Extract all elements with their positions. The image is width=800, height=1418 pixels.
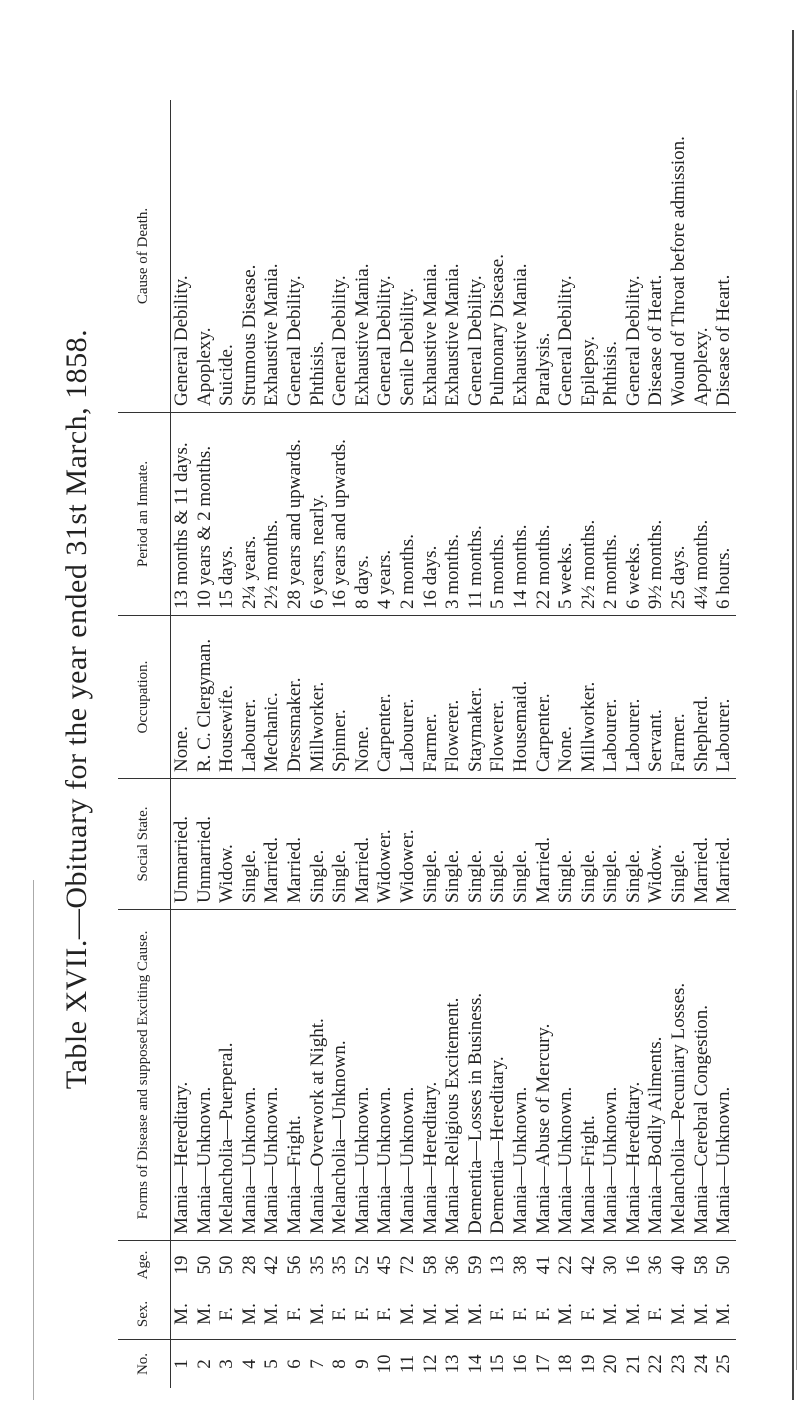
cell-form: Mania—Religious Excitement. (442, 910, 465, 1241)
table-row (329, 100, 352, 1388)
cell-sex: M. (306, 1303, 328, 1325)
cell-sex: M. (193, 1303, 215, 1325)
cell-cause: General Debility. (329, 275, 351, 406)
header-period: Period an Inmate. (118, 413, 171, 616)
cell-cause: Phthisis. (306, 341, 328, 406)
header-row (118, 100, 171, 1388)
cell-age: 56 (284, 1241, 307, 1290)
table-row (465, 100, 488, 1388)
cell-age: 35 (307, 1241, 330, 1290)
cell-occupation: Farmer. (668, 616, 691, 779)
obituary-table (118, 100, 736, 1388)
cell-social-state: Widow. (216, 779, 239, 910)
table-row (397, 100, 420, 1388)
cell-cause: Exhaustive Mania. (351, 263, 373, 406)
cell-occupation: Flowerer. (442, 616, 465, 779)
cell-period: 2 months. (397, 413, 420, 616)
cell-sex: F. (487, 1307, 509, 1321)
cell-period: 2½ months. (261, 413, 284, 616)
cell-occupation: Labourer. (713, 616, 736, 779)
cell-no: 10 (374, 1340, 397, 1389)
cell-age: 59 (465, 1241, 488, 1290)
cell-sex: M. (419, 1303, 441, 1325)
cell-age: 36 (645, 1241, 668, 1290)
cell-age: 50 (216, 1241, 239, 1290)
cell-no: 21 (623, 1340, 646, 1389)
cell-cause: General Debility. (374, 275, 396, 406)
cell-social-state: Unmarried. (194, 779, 217, 910)
cell-period: 4¼ months. (691, 413, 714, 616)
cell-cause: Senile Debility. (396, 287, 418, 406)
cell-age: 22 (555, 1241, 578, 1290)
cell-no: 20 (600, 1340, 623, 1389)
cell-occupation: Carpenter. (533, 616, 556, 779)
cell-sex: M. (622, 1303, 644, 1325)
cell-no: 6 (284, 1340, 307, 1389)
cell-occupation: Carpenter. (374, 616, 397, 779)
cell-form: Mania—Hereditary. (623, 910, 646, 1241)
table-row (420, 100, 443, 1388)
cell-no: 19 (578, 1340, 601, 1389)
cell-form: Melancholia—Puerperal. (216, 910, 239, 1241)
cell-sex: F. (216, 1307, 238, 1321)
cell-period: 8 days. (352, 413, 375, 616)
cell-period: 22 months. (533, 413, 556, 616)
cell-no: 18 (555, 1340, 578, 1389)
cell-occupation: Labourer. (623, 616, 646, 779)
cell-occupation: None. (352, 616, 375, 779)
cell-age: 42 (578, 1241, 601, 1290)
cell-form: Melancholia—Pecuniary Losses. (668, 910, 691, 1241)
cell-no: 15 (487, 1340, 510, 1389)
cell-occupation: Flowerer. (487, 616, 510, 779)
cell-period: 9½ months. (645, 413, 668, 616)
table-row (668, 100, 691, 1388)
cell-cause: Exhaustive Mania. (442, 263, 464, 406)
cell-no: 23 (668, 1340, 691, 1389)
cell-period: 25 days. (668, 413, 691, 616)
table-row (171, 100, 194, 1388)
cell-period: 6 weeks. (623, 413, 646, 616)
cell-form: Mania—Hereditary. (420, 910, 443, 1241)
cell-no: 22 (645, 1340, 668, 1389)
header-forms: Forms of Disease and supposed Exciting Cause. (118, 910, 171, 1241)
cell-sex: M. (261, 1303, 283, 1325)
table-row (533, 100, 556, 1388)
cell-no: 2 (194, 1340, 217, 1389)
cell-occupation: Farmer. (420, 616, 443, 779)
cell-period: 2½ months. (578, 413, 601, 616)
cell-no: 11 (397, 1340, 420, 1389)
cell-age: 50 (194, 1241, 217, 1290)
table-row (442, 100, 465, 1388)
cell-occupation: Housemaid. (510, 616, 533, 779)
header-cause: Cause of Death. (118, 100, 171, 413)
cell-cause: Wound of Throat before admission. (668, 136, 690, 406)
cell-age: 19 (171, 1241, 194, 1290)
cell-cause: Disease of Heart. (645, 274, 667, 406)
cell-form: Mania—Hereditary. (171, 910, 194, 1241)
cell-occupation: Labourer. (600, 616, 623, 779)
cell-no: 25 (713, 1340, 736, 1389)
cell-cause: General Debility. (283, 275, 305, 406)
table-row (555, 100, 578, 1388)
cell-sex: M. (690, 1303, 712, 1325)
cell-social-state: Single. (510, 779, 533, 910)
cell-age: 30 (600, 1241, 623, 1290)
cell-period: 3 months. (442, 413, 465, 616)
cell-cause: General Debility. (464, 275, 486, 406)
cell-no: 5 (261, 1340, 284, 1389)
cell-period: 6 hours. (713, 413, 736, 616)
cell-sex: M. (668, 1303, 690, 1325)
cell-period: 6 years, nearly. (307, 413, 330, 616)
cell-sex: F. (351, 1307, 373, 1321)
cell-period: 5 months. (487, 413, 510, 616)
cell-period: 13 months & 11 days. (171, 413, 194, 616)
cell-age: 16 (623, 1241, 646, 1290)
cell-cause: Apoplexy. (690, 327, 712, 406)
cell-no: 8 (329, 1340, 352, 1389)
table-row (600, 100, 623, 1388)
cell-no: 17 (533, 1340, 556, 1389)
cell-cause: Pulmonary Disease. (487, 254, 509, 406)
cell-period: 2 months. (600, 413, 623, 616)
table-row (578, 100, 601, 1388)
cell-form: Mania—Unknown. (555, 910, 578, 1241)
cell-social-state: Single. (420, 779, 443, 910)
cell-form: Mania—Bodily Ailments. (645, 910, 668, 1241)
cell-age: 42 (261, 1241, 284, 1290)
cell-age: 35 (329, 1241, 352, 1290)
cell-occupation: None. (171, 616, 194, 779)
cell-period: 5 weeks. (555, 413, 578, 616)
cell-form: Melancholia—Unknown. (329, 910, 352, 1241)
cell-form: Mania—Unknown. (194, 910, 217, 1241)
cell-no: 7 (307, 1340, 330, 1389)
cell-sex: M. (171, 1303, 192, 1325)
cell-cause: Exhaustive Mania. (261, 263, 283, 406)
header-sex: Sex. (118, 1289, 171, 1340)
cell-form: Mania—Overwork at Night. (307, 910, 330, 1241)
cell-sex: M. (713, 1303, 735, 1325)
cell-form: Mania—Unknown. (261, 910, 284, 1241)
cell-sex: F. (283, 1307, 305, 1321)
cell-period: 16 years and upwards. (329, 413, 352, 616)
page-title: Table XVII.—Obituary for the year ended 31st March, 1858. (60, 328, 93, 1090)
cell-social-state: Widower. (374, 779, 397, 910)
cell-sex: M. (600, 1303, 622, 1325)
cell-sex: M. (555, 1303, 577, 1325)
cell-cause: Disease of Heart. (713, 274, 735, 406)
cell-cause: Exhaustive Mania. (419, 263, 441, 406)
cell-occupation: Spinner. (329, 616, 352, 779)
cell-sex: F. (645, 1307, 667, 1321)
table-row (374, 100, 397, 1388)
cell-occupation: Servant. (645, 616, 668, 779)
cell-occupation: Labourer. (397, 616, 420, 779)
cell-period: 28 years and upwards. (284, 413, 307, 616)
cell-no: 1 (171, 1340, 194, 1389)
cell-social-state: Single. (668, 779, 691, 910)
cell-period: 16 days. (420, 413, 443, 616)
cell-social-state: Married. (691, 779, 714, 910)
cell-cause: Suicide. (216, 344, 238, 406)
cell-social-state: Married. (284, 779, 307, 910)
cell-sex: M. (238, 1303, 260, 1325)
cell-period: 11 months. (465, 413, 488, 616)
cell-social-state: Single. (465, 779, 488, 910)
cell-occupation: Shepherd. (691, 616, 714, 779)
cell-cause: General Debility. (622, 275, 644, 406)
header-age: Age. (118, 1241, 171, 1290)
cell-social-state: Single. (307, 779, 330, 910)
cell-social-state: Single. (487, 779, 510, 910)
cell-form: Mania—Unknown. (510, 910, 533, 1241)
cell-no: 12 (420, 1340, 443, 1389)
cell-social-state: Unmarried. (171, 779, 194, 910)
cell-cause: Exhaustive Mania. (509, 263, 531, 406)
cell-social-state: Single. (239, 779, 262, 910)
cell-age: 38 (510, 1241, 533, 1290)
cell-no: 4 (239, 1340, 262, 1389)
cell-sex: F. (532, 1307, 554, 1321)
cell-no: 13 (442, 1340, 465, 1389)
table-row (713, 100, 736, 1388)
cell-age: 58 (420, 1241, 443, 1290)
table-row (261, 100, 284, 1388)
cell-form: Dementia—Losses in Business. (465, 910, 488, 1241)
table-row (691, 100, 714, 1388)
cell-no: 9 (352, 1340, 375, 1389)
cell-period: 10 years & 2 months. (194, 413, 217, 616)
cell-age: 58 (691, 1241, 714, 1290)
cell-form: Mania—Fright. (284, 910, 307, 1241)
cell-no: 14 (465, 1340, 488, 1389)
cell-occupation: Dressmaker. (284, 616, 307, 779)
cell-sex: M. (396, 1303, 418, 1325)
cell-cause: General Debility. (555, 275, 577, 406)
cell-age: 72 (397, 1241, 420, 1290)
cell-social-state: Single. (442, 779, 465, 910)
cell-social-state: Married. (533, 779, 556, 910)
cell-form: Mania—Unknown. (713, 910, 736, 1241)
cell-occupation: Housewife. (216, 616, 239, 779)
cell-occupation: Millworker. (307, 616, 330, 779)
cell-period: 2¼ years. (239, 413, 262, 616)
header-social-state: Social State. (118, 779, 171, 910)
table-row (510, 100, 533, 1388)
cell-cause: Strumous Disease. (238, 264, 260, 406)
cell-no: 16 (510, 1340, 533, 1389)
cell-cause: Epilepsy. (577, 335, 599, 406)
table-body (171, 100, 736, 1388)
cell-form: Mania—Unknown. (352, 910, 375, 1241)
table-row (352, 100, 375, 1388)
cell-social-state: Widower. (397, 779, 420, 910)
header-no: No. (118, 1340, 171, 1389)
cell-form: Mania—Abuse of Mercury. (533, 910, 556, 1241)
cell-age: 50 (713, 1241, 736, 1290)
cell-occupation: R. C. Clergyman. (194, 616, 217, 779)
cell-social-state: Married. (713, 779, 736, 910)
table-row (487, 100, 510, 1388)
cell-sex: M. (464, 1303, 486, 1325)
cell-occupation: Staymaker. (465, 616, 488, 779)
cell-sex: F. (374, 1307, 396, 1321)
cell-age: 40 (668, 1241, 691, 1290)
cell-cause: Paralysis. (532, 332, 554, 406)
cell-social-state: Single. (578, 779, 601, 910)
cell-form: Mania—Cerebral Congestion. (691, 910, 714, 1241)
cell-social-state: Single. (600, 779, 623, 910)
cell-social-state: Married. (352, 779, 375, 910)
cell-sex: M. (442, 1303, 464, 1325)
cell-age: 36 (442, 1241, 465, 1290)
cell-cause: Phthisis. (600, 341, 622, 406)
cell-no: 3 (216, 1340, 239, 1389)
cell-cause: Apoplexy. (193, 327, 215, 406)
cell-form: Mania—Unknown. (397, 910, 420, 1241)
cell-form: Mania—Unknown. (600, 910, 623, 1241)
table-row (645, 100, 668, 1388)
cell-age: 13 (487, 1241, 510, 1290)
cell-cause: General Debility. (171, 275, 192, 406)
cell-social-state: Single. (555, 779, 578, 910)
cell-sex: F. (577, 1307, 599, 1321)
cell-occupation: None. (555, 616, 578, 779)
cell-social-state: Single. (329, 779, 352, 910)
table-row (307, 100, 330, 1388)
cell-social-state: Widow. (645, 779, 668, 910)
cell-age: 41 (533, 1241, 556, 1290)
table-row (239, 100, 262, 1388)
table-row (284, 100, 307, 1388)
cell-social-state: Single. (623, 779, 646, 910)
cell-period: 14 months. (510, 413, 533, 616)
cell-period: 4 years. (374, 413, 397, 616)
cell-form: Mania—Unknown. (374, 910, 397, 1241)
cell-sex: F. (509, 1307, 531, 1321)
cell-occupation: Labourer. (239, 616, 262, 779)
cell-age: 28 (239, 1241, 262, 1290)
cell-no: 24 (691, 1340, 714, 1389)
table-row (216, 100, 239, 1388)
cell-age: 45 (374, 1241, 397, 1290)
cell-age: 52 (352, 1241, 375, 1290)
cell-form: Mania—Unknown. (239, 910, 262, 1241)
cell-occupation: Millworker. (578, 616, 601, 779)
cell-form: Mania—Fright. (578, 910, 601, 1241)
cell-occupation: Mechanic. (261, 616, 284, 779)
cell-social-state: Married. (261, 779, 284, 910)
cell-sex: F. (329, 1307, 351, 1321)
table-row (623, 100, 646, 1388)
cell-period: 15 days. (216, 413, 239, 616)
table-row (194, 100, 217, 1388)
cell-form: Dementia—Hereditary. (487, 910, 510, 1241)
header-occupation: Occupation. (118, 616, 171, 779)
